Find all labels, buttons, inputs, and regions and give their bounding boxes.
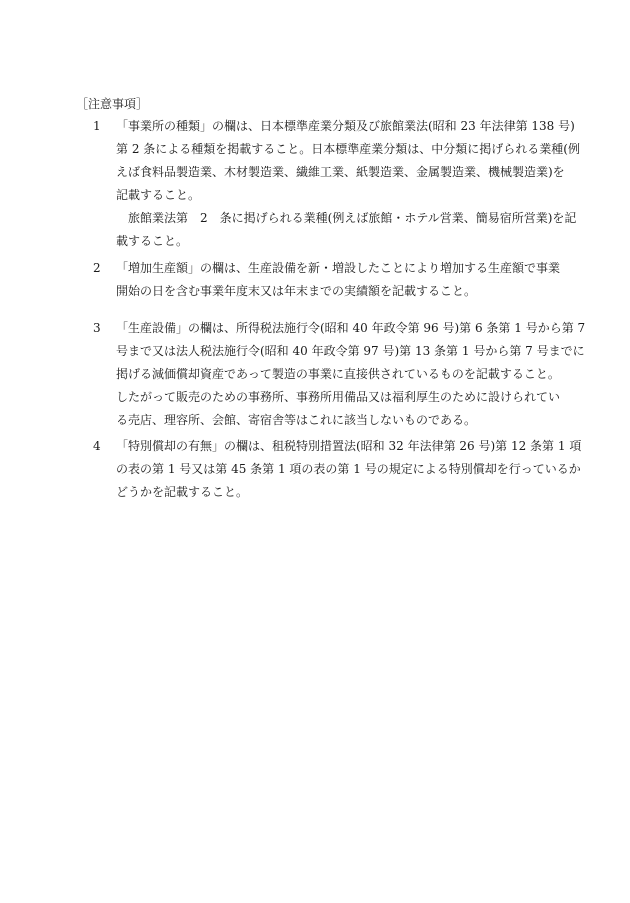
note-text-line: えば食料品製造業、木材製造業、繊維工業、紙製造業、金属製造業、機械製造業)を: [116, 165, 565, 179]
note-text-line: 第 2 条による種類を掲載すること。日本標準産業分類は、中分類に掲げられる業種(例: [116, 142, 580, 156]
note-number: 4: [93, 439, 101, 453]
note-text-line: 「事業所の種類」の欄は、日本標準産業分類及び旅館業法(昭和 23 年法律第 138 号): [116, 119, 575, 133]
note-text-line: 「生産設備」の欄は、所得税法施行令(昭和 40 年政令第 96 号)第 6 条第 1 号から第 7: [116, 321, 586, 335]
note-text-line: の表の第 1 号又は第 45 条第 1 項の表の第 1 号の規定による特別償却を行っているか: [116, 462, 581, 476]
note-text-line: したがって販売のための事務所、事務所用備品又は福利厚生のために設けられてい: [116, 390, 561, 404]
note-text-line: る売店、理容所、会館、寄宿舎等はこれに該当しないものである。: [116, 413, 477, 427]
note-text-line: 旅館業法第 2 条に掲げられる業種(例えば旅館・ホテル営業、簡易宿所営業)を記: [128, 211, 577, 225]
notes-heading: ［注意事項］: [76, 97, 149, 111]
note-number: 2: [93, 261, 101, 275]
note-text-line: どうかを記載すること。: [116, 485, 249, 499]
note-text-line: 開始の日を含む事業年度末又は年末までの実績額を記載すること。: [116, 284, 477, 298]
note-text-line: 記載すること。: [116, 188, 201, 202]
note-text-line: 載すること。: [116, 234, 189, 248]
note-text-line: 掲げる減価償却資産であって製造の事業に直接供されているものを記載すること。: [116, 367, 560, 381]
note-text-line: 「増加生産額」の欄は、生産設備を新・増設したことにより増加する生産額で事業: [116, 261, 561, 275]
note-number: 1: [93, 119, 101, 133]
note-number: 3: [93, 321, 101, 335]
note-text-line: 「特別償却の有無」の欄は、租税特別措置法(昭和 32 年法律第 26 号)第 12 条第 1 項: [116, 439, 582, 453]
note-text-line: 号まで又は法人税法施行令(昭和 40 年政令第 97 号)第 13 条第 1 号から第 7 号までに: [116, 344, 585, 358]
